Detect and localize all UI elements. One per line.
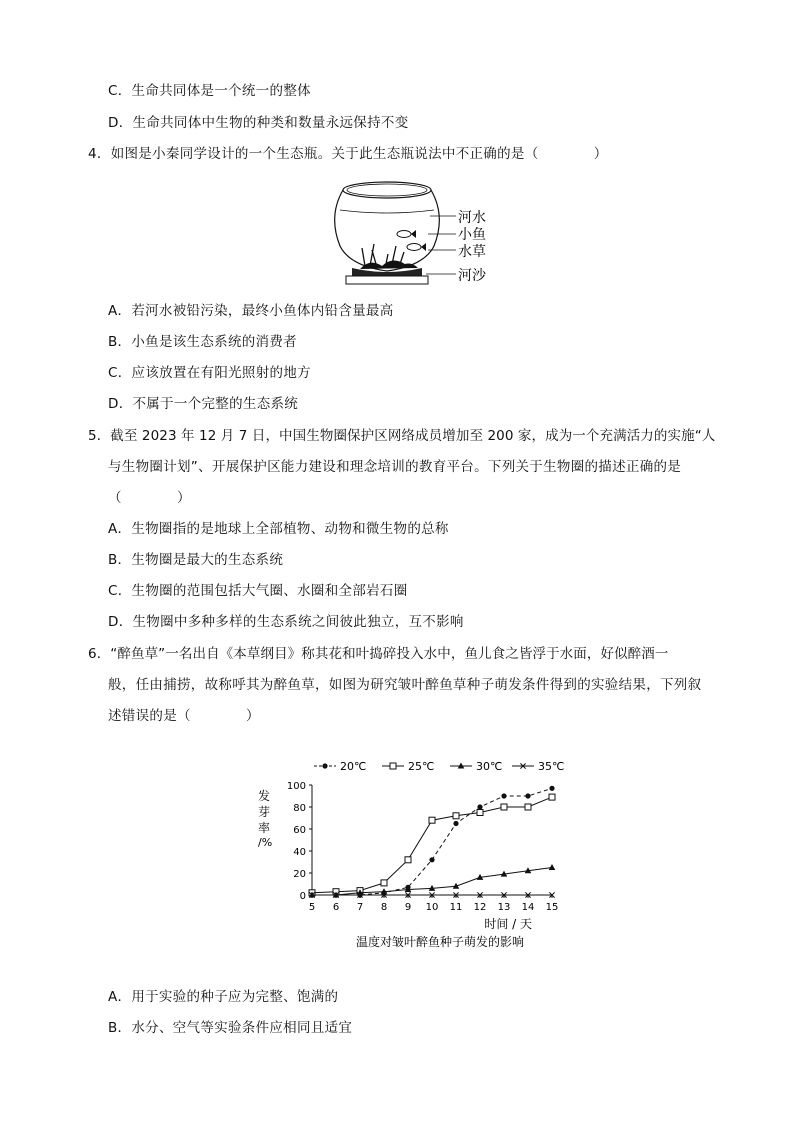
y-axis-label-line-3: 率 bbox=[258, 821, 271, 835]
x-tick-label: 12 bbox=[473, 902, 487, 913]
x-tick-label: 8 bbox=[380, 902, 388, 913]
data-point bbox=[429, 857, 434, 862]
data-point bbox=[477, 804, 482, 809]
data-point bbox=[549, 864, 556, 870]
q6-option-a: A．用于实验的种子应为完整、饱满的 bbox=[108, 989, 339, 1005]
x-tick-label: 6 bbox=[332, 902, 340, 913]
series-2 bbox=[309, 864, 556, 898]
data-point bbox=[525, 804, 531, 810]
y-tick-label: 100 bbox=[286, 781, 306, 792]
x-tick-label: 7 bbox=[356, 902, 364, 913]
germination-line-chart bbox=[250, 752, 570, 957]
x-tick-label: 14 bbox=[521, 902, 535, 913]
x-tick-label: 11 bbox=[449, 902, 463, 913]
x-tick-label: 10 bbox=[425, 902, 439, 913]
data-point bbox=[405, 857, 411, 863]
chart-axes bbox=[287, 781, 558, 913]
q5-stem-line-2: 与生物圈计划”、开展保护区能力建设和理念培训的教育平台。下列关于生物圈的描述正确的是 bbox=[108, 459, 682, 475]
x-tick-label: 5 bbox=[308, 902, 316, 913]
legend-marker bbox=[390, 763, 396, 769]
x-tick-label: 9 bbox=[404, 902, 412, 913]
data-point bbox=[477, 810, 483, 816]
y-axis-label-line-2: 芽 bbox=[258, 805, 271, 819]
legend-label: 35℃ bbox=[538, 760, 565, 773]
q3-option-d: D．生命共同体中生物的种类和数量永远保持不变 bbox=[108, 115, 409, 131]
label-river-water: 河水 bbox=[458, 210, 486, 226]
q3-option-c: C．生命共同体是一个统一的整体 bbox=[108, 83, 311, 99]
q5-stem-line-1: 5．截至 2023 年 12 月 7 日，中国生物圈保护区网络成员增加至 200 家，成为一个充满活力的实施“人 bbox=[88, 428, 716, 444]
chart-plot-area bbox=[309, 786, 556, 898]
y-tick-label: 60 bbox=[293, 825, 306, 836]
data-point bbox=[525, 793, 530, 798]
q6-stem-line-2: 般，任由捕捞，故称呼其为醉鱼草，如图为研究皱叶醉鱼草种子萌发条件得到的实验结果，下列叙 bbox=[108, 677, 702, 693]
data-point bbox=[453, 813, 459, 819]
q4-option-d: D．不属于一个完整的生态系统 bbox=[108, 396, 299, 412]
label-water-grass: 水草 bbox=[458, 244, 486, 260]
q4-option-b: B．小鱼是该生态系统的消费者 bbox=[108, 334, 297, 350]
y-tick-label: 80 bbox=[293, 803, 306, 814]
q5-option-c: C．生物圈的范围包括大气圈、水圈和全部岩石圈 bbox=[108, 583, 408, 599]
legend-label: 30℃ bbox=[476, 760, 503, 773]
q6-stem-line-3: 述错误的是（ ） bbox=[108, 708, 260, 724]
y-axis-label-line-4: /% bbox=[258, 836, 273, 849]
data-point bbox=[549, 794, 555, 800]
q5-stem-line-3: （ ） bbox=[108, 490, 191, 506]
y-tick-label: 40 bbox=[293, 847, 306, 858]
y-tick-label: 0 bbox=[299, 891, 306, 902]
q5-option-a: A．生物圈指的是地球上全部植物、动物和微生物的总称 bbox=[108, 521, 449, 537]
chart-caption: 温度对皱叶醉鱼种子萌发的影响 bbox=[355, 935, 525, 949]
q6-stem-line-1: 6．“醉鱼草”一名出自《本草纲目》称其花和叶捣碎投入水中，鱼儿食之皆浮于水面，好似醉酒一 bbox=[88, 646, 669, 662]
eco-bottle-figure bbox=[330, 176, 500, 286]
data-point bbox=[429, 817, 435, 823]
y-tick-label: 20 bbox=[293, 869, 306, 880]
label-river-sand: 河沙 bbox=[458, 268, 486, 284]
q6-option-b: B．水分、空气等实验条件应相同且适宜 bbox=[108, 1020, 353, 1036]
x-tick-label: 13 bbox=[497, 902, 511, 913]
legend-label: 25℃ bbox=[408, 760, 435, 773]
series-line bbox=[312, 788, 552, 895]
data-point bbox=[381, 880, 387, 886]
q5-option-b: B．生物圈是最大的生态系统 bbox=[108, 552, 284, 568]
q4-option-c: C．应该放置在有阳光照射的地方 bbox=[108, 365, 311, 381]
data-point bbox=[453, 821, 458, 826]
x-axis-label: 时间 / 天 bbox=[484, 917, 532, 931]
x-tick-label: 15 bbox=[545, 902, 559, 913]
data-point bbox=[501, 804, 507, 810]
series-1 bbox=[309, 794, 555, 896]
series-line bbox=[312, 797, 552, 893]
q4-option-a: A．若河水被铅污染，最终小鱼体内铅含量最高 bbox=[108, 303, 394, 319]
data-point bbox=[549, 786, 554, 791]
label-small-fish: 小鱼 bbox=[458, 227, 486, 243]
legend-marker bbox=[322, 763, 327, 768]
series-0 bbox=[309, 786, 554, 898]
q4-stem: 4．如图是小秦同学设计的一个生态瓶。关于此生态瓶说法中不正确的是（ ） bbox=[88, 146, 608, 162]
data-point bbox=[501, 793, 506, 798]
legend-label: 20℃ bbox=[340, 760, 367, 773]
q5-option-d: D．生物圈中多种多样的生态系统之间彼此独立，互不影响 bbox=[108, 614, 464, 630]
chart-legend bbox=[314, 760, 564, 773]
y-axis-label-line-1: 发 bbox=[258, 789, 271, 803]
